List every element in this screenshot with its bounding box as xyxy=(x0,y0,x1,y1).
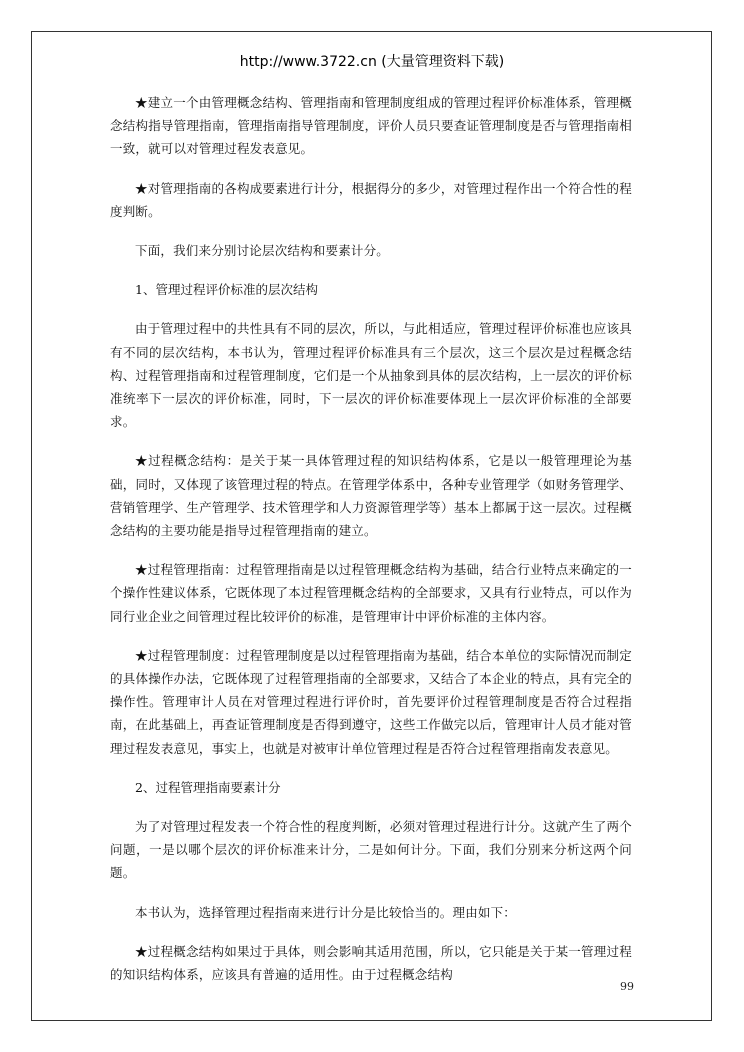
header-note: (大量管理资料下载) xyxy=(381,54,505,70)
paragraph-management-system: ★过程管理制度：过程管理制度是以过程管理指南为基础，结合本单位的实际情况而制定的具体操作办法，它既体现了过程管理指南的全部要求，又结合了本企业的特点，具有完全的操作性。管理审计人员在对管理过程进行评价时，首先要评价过程管理制度是否符合过程指南，在此基础上，再查证管理制度是否得到遵守，这些工作做完以后，管理审计人员才能对管理过程发表意见，事实上，也就是对被审计单位管理过程是否符合过程管理指南发表意见。 xyxy=(110,647,632,756)
paragraph-management-guide: ★过程管理指南：过程管理指南是以过程管理概念结构为基础，结合行业特点来确定的一个操作性建议体系，它既体现了本过程管理概念结构的全部要求，又具有行业特点，可以作为同行业企业之间管理过程比较评价的标准，是管理审计中评价标准的主体内容。 xyxy=(110,562,632,624)
paragraph-scoring-questions: 为了对管理过程发表一个符合性的程度判断，必须对管理过程进行计分。这就产生了两个问题，一是以哪个层次的评价标准来计分，二是如何计分。下面，我们分别来分析这两个问题。 xyxy=(110,819,632,881)
paragraph-element-scoring: ★对管理指南的各构成要素进行计分，根据得分的多少，对管理过程作出一个符合性的程度判断。 xyxy=(110,180,632,219)
paragraph-evaluation-system: ★建立一个由管理概念结构、管理指南和管理制度组成的管理过程评价标准体系，管理概念结构指导管理指南，管理指南指导管理制度，评价人员只要查证管理制度是否与管理指南相一致，就可以对管理过程发表意见。 xyxy=(110,95,632,157)
paragraph-concept-structure: ★过程概念结构：是关于某一具体管理过程的知识结构体系，它是以一般管理理论为基础，同时，又体现了该管理过程的特点。在管理学体系中，各种专业管理学（如财务管理学、营销管理学、生产管理学、技术管理学和人力资源管理学等）基本上都属于这一层次。过程概念结构的主要功能是指导过程管理指南的建立。 xyxy=(110,453,632,539)
paragraph-choice: 本书认为，选择管理过程指南来进行计分是比较恰当的。理由如下： xyxy=(135,904,517,920)
paragraph-hierarchy: 由于管理过程中的共性具有不同的层次，所以，与此相适应，管理过程评价标准也应该具有不同的层次结构，本书认为，管理过程评价标准具有三个层次，这三个层次是过程概念结构、过程管理指南和过程管理制度，它们是一个从抽象到具体的层次结构，上一层次的评价标准统率下一层次的评价标准，同时，下一层次的评价标准要体现上一层次评价标准的全部要求。 xyxy=(110,321,632,430)
page-number: 99 xyxy=(620,980,634,993)
section-heading-1: 1、管理过程评价标准的层次结构 xyxy=(135,282,318,298)
paragraph-intro: 下面，我们来分别讨论层次结构和要素计分。 xyxy=(135,243,390,259)
document-body xyxy=(110,91,632,1002)
page-header xyxy=(0,52,744,72)
section-heading-2: 2、过程管理指南要素计分 xyxy=(135,779,281,795)
paragraph-reason-1: ★过程概念结构如果过于具体，则会影响其适用范围，所以，它只能是关于某一管理过程的知识结构体系，应该具有普遍的适用性。由于过程概念结构 xyxy=(110,943,632,983)
header-url-link[interactable]: http://www.3722.cn xyxy=(239,54,377,70)
